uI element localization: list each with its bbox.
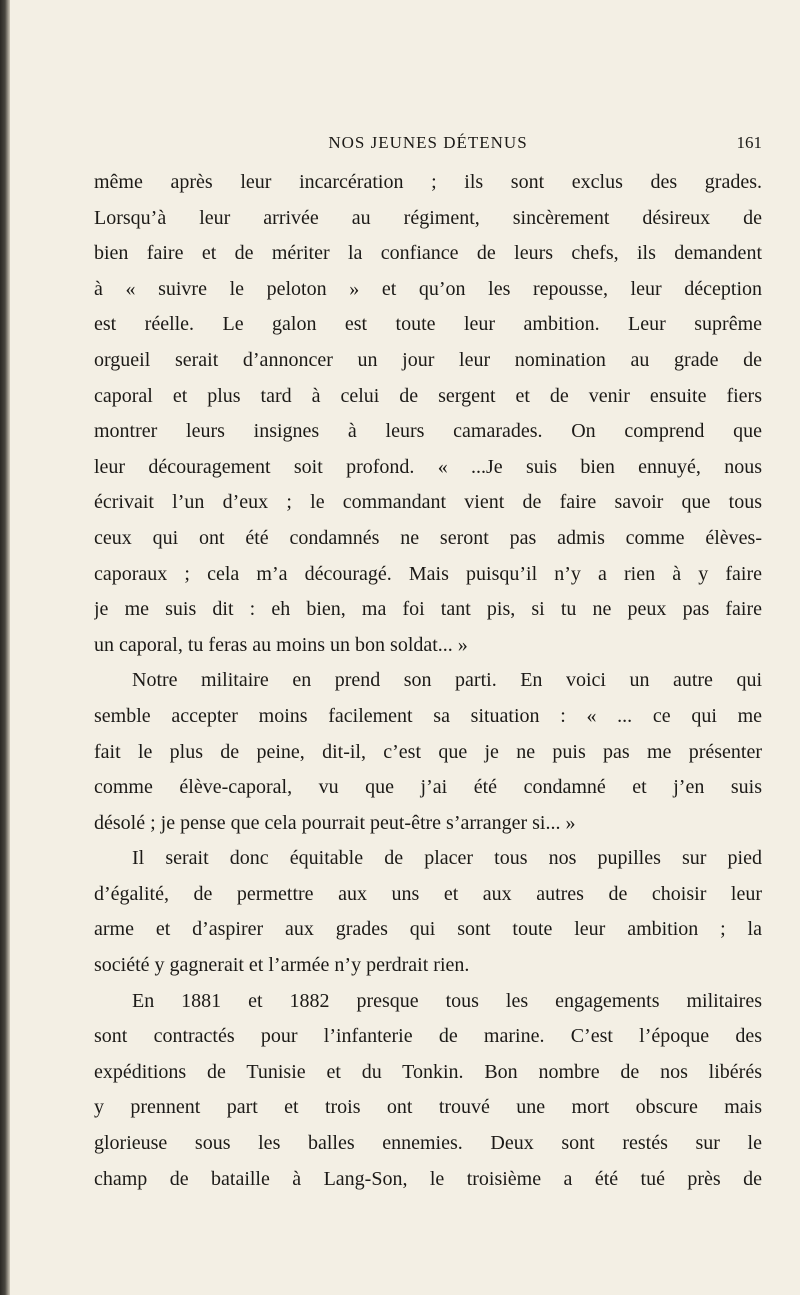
text-line: champ de bataille à Lang-Son, le troisième a été tué près de xyxy=(94,1167,762,1190)
text-line: un caporal, tu feras au moins un bon soldat... » xyxy=(94,633,468,656)
text-line: arme et d’aspirer aux grades qui sont toute leur ambition ; la xyxy=(94,918,762,941)
text-line: Notre militaire en prend son parti. En voici un autre qui xyxy=(132,669,762,692)
text-line: Lorsqu’à leur arrivée au régiment, sincèrement désireux de xyxy=(94,206,762,229)
text-line: orgueil serait d’annoncer un jour leur nomination au grade de xyxy=(94,348,762,371)
text-line: caporaux ; cela m’a découragé. Mais puisqu’il n’y a rien à y faire xyxy=(94,562,762,585)
text-line: je me suis dit : eh bien, ma foi tant pis, si tu ne peux pas faire xyxy=(94,598,762,621)
text-line: même après leur incarcération ; ils sont exclus des grades. xyxy=(94,171,762,193)
body-text xyxy=(94,165,762,1197)
text-line: caporal et plus tard à celui de sergent et de venir ensuite fiers xyxy=(94,384,762,407)
text-line: expéditions de Tunisie et du Tonkin. Bon nombre de nos libérés xyxy=(94,1060,762,1083)
text-line: d’égalité, de permettre aux uns et aux autres de choisir leur xyxy=(94,882,762,905)
text-line: comme élève-caporal, vu que j’ai été condamné et j’en suis xyxy=(94,776,762,799)
text-line: sont contractés pour l’infanterie de marine. C’est l’époque des xyxy=(94,1025,762,1048)
running-title: NOS JEUNES DÉTENUS xyxy=(328,133,528,152)
text-line: y prennent part et trois ont trouvé une mort obscure mais xyxy=(94,1096,762,1119)
text-line: fait le plus de peine, dit-il, c’est que je ne puis pas me présenter xyxy=(94,740,762,763)
text-line: société y gagnerait et l’armée n’y perdrait rien. xyxy=(94,954,470,977)
text-line: montrer leurs insignes à leurs camarades. On comprend que xyxy=(94,420,762,443)
text-line: leur découragement soit profond. « ...Je suis bien ennuyé, nous xyxy=(94,455,762,478)
running-head xyxy=(94,132,762,154)
text-line: écrivait l’un d’eux ; le commandant vient de faire savoir que tous xyxy=(94,491,762,514)
text-line: ceux qui ont été condamnés ne seront pas admis comme élèves- xyxy=(94,526,762,549)
text-line: Il serait donc équitable de placer tous nos pupilles sur pied xyxy=(132,847,762,870)
text-line: En 1881 et 1882 presque tous les engagements militaires xyxy=(132,989,762,1012)
text-line: désolé ; je pense que cela pourrait peut-être s’arranger si... » xyxy=(94,811,576,834)
text-line: bien faire et de mériter la confiance de leurs chefs, ils demandent xyxy=(94,242,762,265)
text-line: est réelle. Le galon est toute leur ambition. Leur suprême xyxy=(94,313,762,336)
text-line: semble accepter moins facilement sa situation : « ... ce qui me xyxy=(94,704,762,727)
text-line: à « suivre le peloton » et qu’on les repousse, leur déception xyxy=(94,277,762,300)
text-line: glorieuse sous les balles ennemies. Deux sont restés sur le xyxy=(94,1132,762,1155)
page-number: 161 xyxy=(736,133,762,152)
